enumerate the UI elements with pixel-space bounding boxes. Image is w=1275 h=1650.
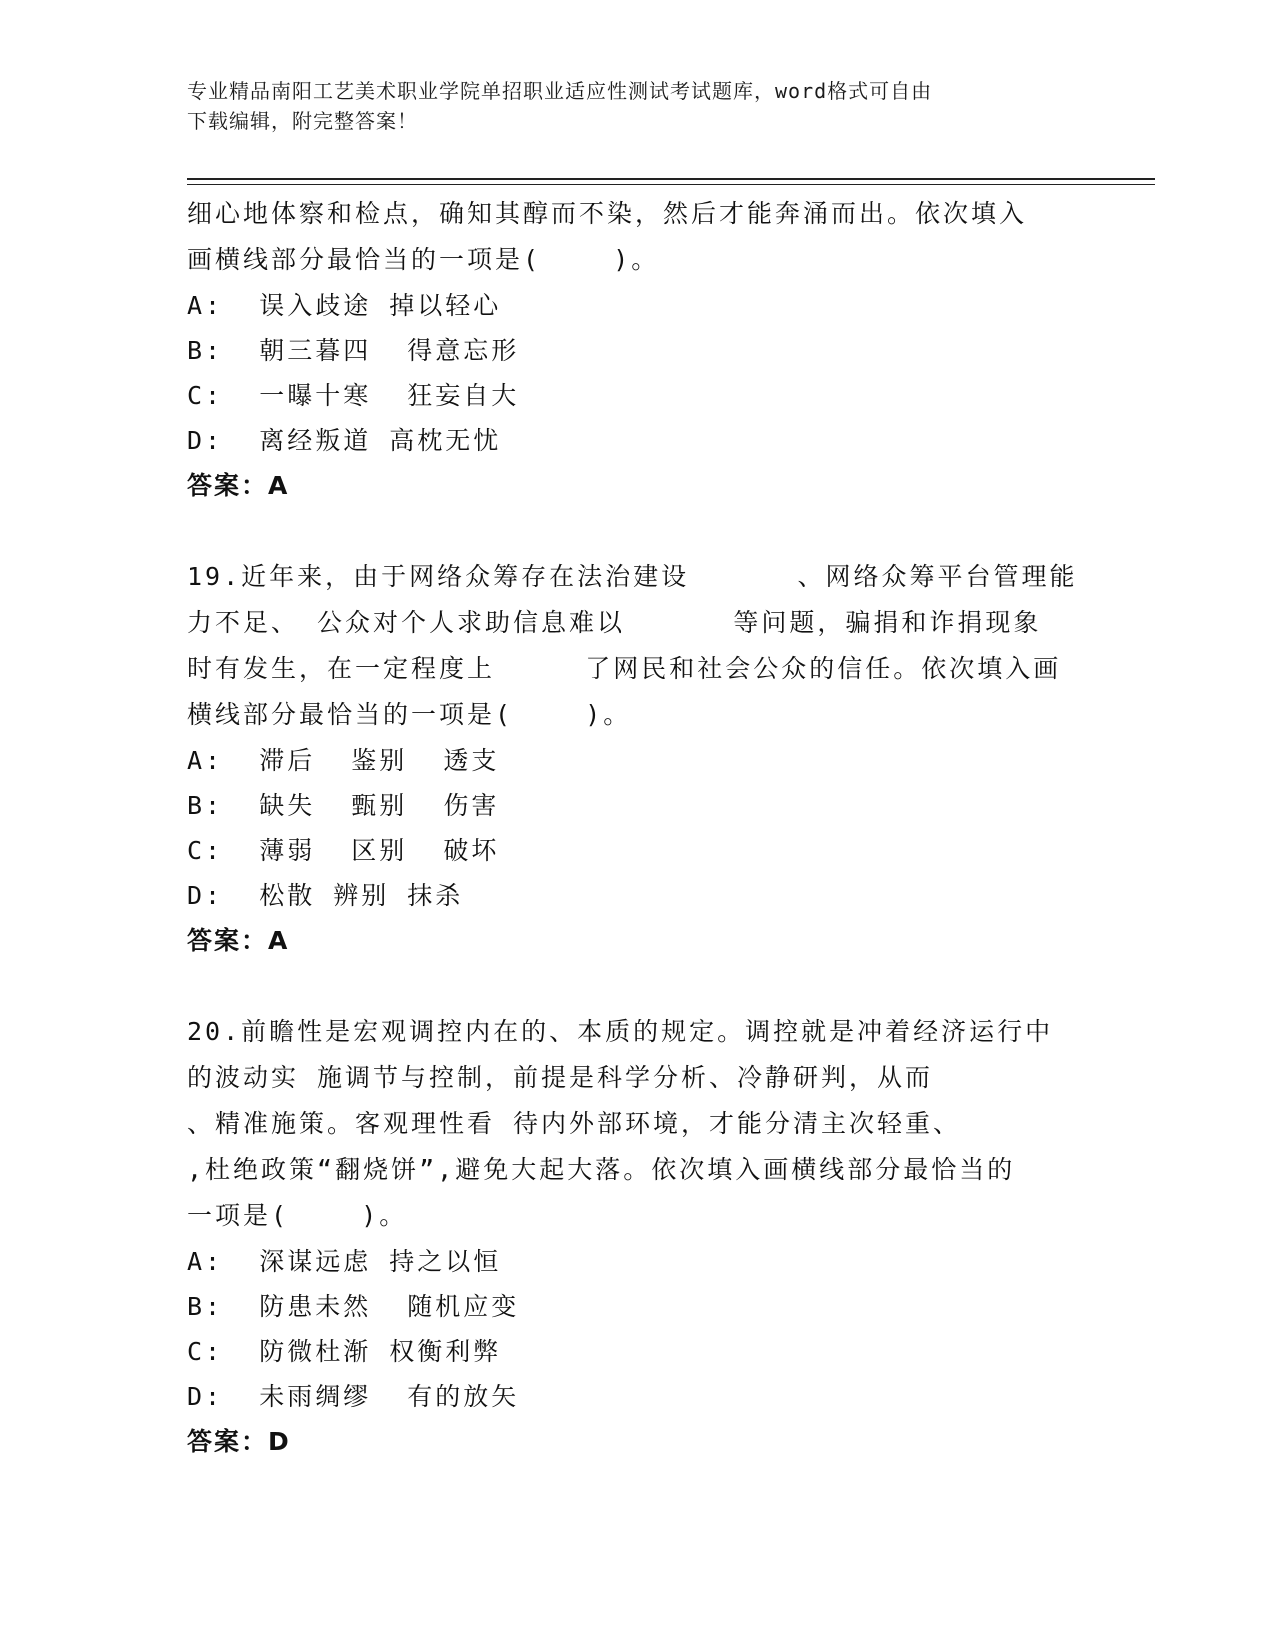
question-19-option-a: A: 滞后 鉴别 透支 — [187, 746, 500, 775]
question-20-stem-line: 20.前瞻性是宏观调控内在的、本质的规定。调控就是冲着经济运行中 — [187, 1017, 1054, 1046]
question-spacer — [187, 964, 1087, 1009]
question-19-answer: 答案：A — [187, 926, 290, 955]
question-20-answer: 答案：D — [187, 1427, 291, 1456]
question-18-option-b: B: 朝三暮四 得意忘形 — [187, 336, 520, 365]
question-20 — [187, 1009, 1087, 1465]
question-18-option-d: D: 离经叛道 高枕无忧 — [187, 426, 502, 455]
page-header — [187, 76, 1067, 136]
question-18-stem-line: 细心地体察和检点，确知其醇而不染，然后才能奔涌而出。依次填入 — [187, 199, 1028, 228]
question-20-stem-line: 、精准施策。客观理性看 待内外部环境，才能分清主次轻重、 — [187, 1109, 962, 1138]
header-divider-thin — [187, 184, 1155, 185]
question-18-option-c: C: 一曝十寒 狂妄自大 — [187, 381, 520, 410]
question-19-stem-line: 力不足、 公众对个人求助信息难以 等问题，骗捐和诈捐现象 — [187, 608, 1042, 637]
header-line-2: 下载编辑，附完整答案！ — [187, 109, 418, 133]
question-18-answer: 答案：A — [187, 471, 290, 500]
header-line-1: 专业精品南阳工艺美术职业学院单招职业适应性测试考试题库，word格式可自由 — [187, 79, 933, 103]
question-18 — [187, 191, 1087, 509]
question-19-stem-line: 时有发生，在一定程度上 了网民和社会公众的信任。依次填入画 — [187, 654, 1062, 683]
question-19 — [187, 554, 1087, 964]
question-20-stem-line: 的波动实 施调节与控制，前提是科学分析、冷静研判，从而 — [187, 1063, 934, 1092]
question-20-option-a: A: 深谋远虑 持之以恒 — [187, 1247, 502, 1276]
question-content — [187, 191, 1087, 1465]
question-20-option-d: D: 未雨绸缪 有的放矢 — [187, 1382, 520, 1411]
question-19-option-b: B: 缺失 甄别 伤害 — [187, 791, 500, 820]
question-20-option-b: B: 防患未然 随机应变 — [187, 1292, 520, 1321]
question-18-option-a: A: 误入歧途 掉以轻心 — [187, 291, 502, 320]
question-19-stem-line: 横线部分最恰当的一项是( )。 — [187, 700, 632, 729]
question-20-stem-line: ,杜绝政策“翻烧饼”,避免大起大落。依次填入画横线部分最恰当的 — [187, 1155, 1016, 1184]
question-20-option-c: C: 防微杜渐 权衡利弊 — [187, 1337, 502, 1366]
question-19-option-c: C: 薄弱 区别 破坏 — [187, 836, 500, 865]
question-19-option-d: D: 松散 辨别 抹杀 — [187, 881, 464, 910]
question-19-stem-line: 19.近年来，由于网络众筹存在法治建设 、网络众筹平台管理能 — [187, 562, 1078, 591]
question-spacer — [187, 509, 1087, 554]
header-divider-thick — [187, 178, 1155, 180]
question-20-stem-line: 一项是( )。 — [187, 1201, 408, 1230]
question-18-stem-line: 画横线部分最恰当的一项是( )。 — [187, 245, 660, 274]
